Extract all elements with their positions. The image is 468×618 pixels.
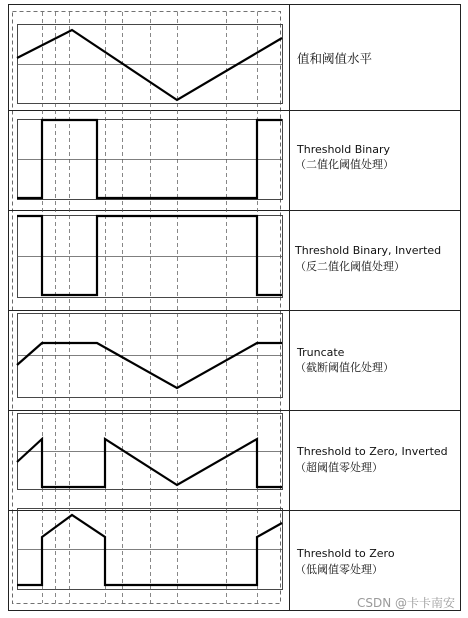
outer-frame xyxy=(9,5,461,611)
label-truncate-line-1: （截断阈值化处理） xyxy=(295,361,394,374)
label-binary-line-1: （二值化阈值处理） xyxy=(295,158,394,171)
vertical-guides xyxy=(43,12,258,603)
label-tozero-inv-line-1: （超阈值零处理） xyxy=(295,461,383,474)
watermark-text: CSDN @卡卡南安 xyxy=(356,596,455,610)
label-tozero-inv-line-0: Threshold to Zero, Inverted xyxy=(297,445,448,458)
label-tozero-line-1: （低阈值零处理） xyxy=(295,563,383,576)
waveform-binary-inv xyxy=(17,216,282,295)
label-threshold-line-0: 值和阈值水平 xyxy=(297,51,373,66)
waveforms xyxy=(17,30,282,585)
waveform-tozero-inv xyxy=(17,439,282,487)
waveform-tozero xyxy=(17,515,282,585)
label-binary-inv-line-0: Threshold Binary, Inverted xyxy=(295,244,442,257)
label-binary-inv-line-1: （反二值化阈值处理） xyxy=(295,260,405,273)
label-binary-line-0: Threshold Binary xyxy=(297,143,391,156)
waveform-binary xyxy=(17,120,282,198)
label-tozero-line-0: Threshold to Zero xyxy=(297,547,395,560)
plot-frames xyxy=(17,25,283,590)
waveform-truncate xyxy=(17,343,282,388)
waveform-threshold xyxy=(17,30,282,100)
row-labels xyxy=(294,51,448,576)
plot-frame-5 xyxy=(18,509,283,590)
waveform-dashed-frame xyxy=(13,12,281,604)
label-truncate-line-0: Truncate xyxy=(297,346,345,359)
